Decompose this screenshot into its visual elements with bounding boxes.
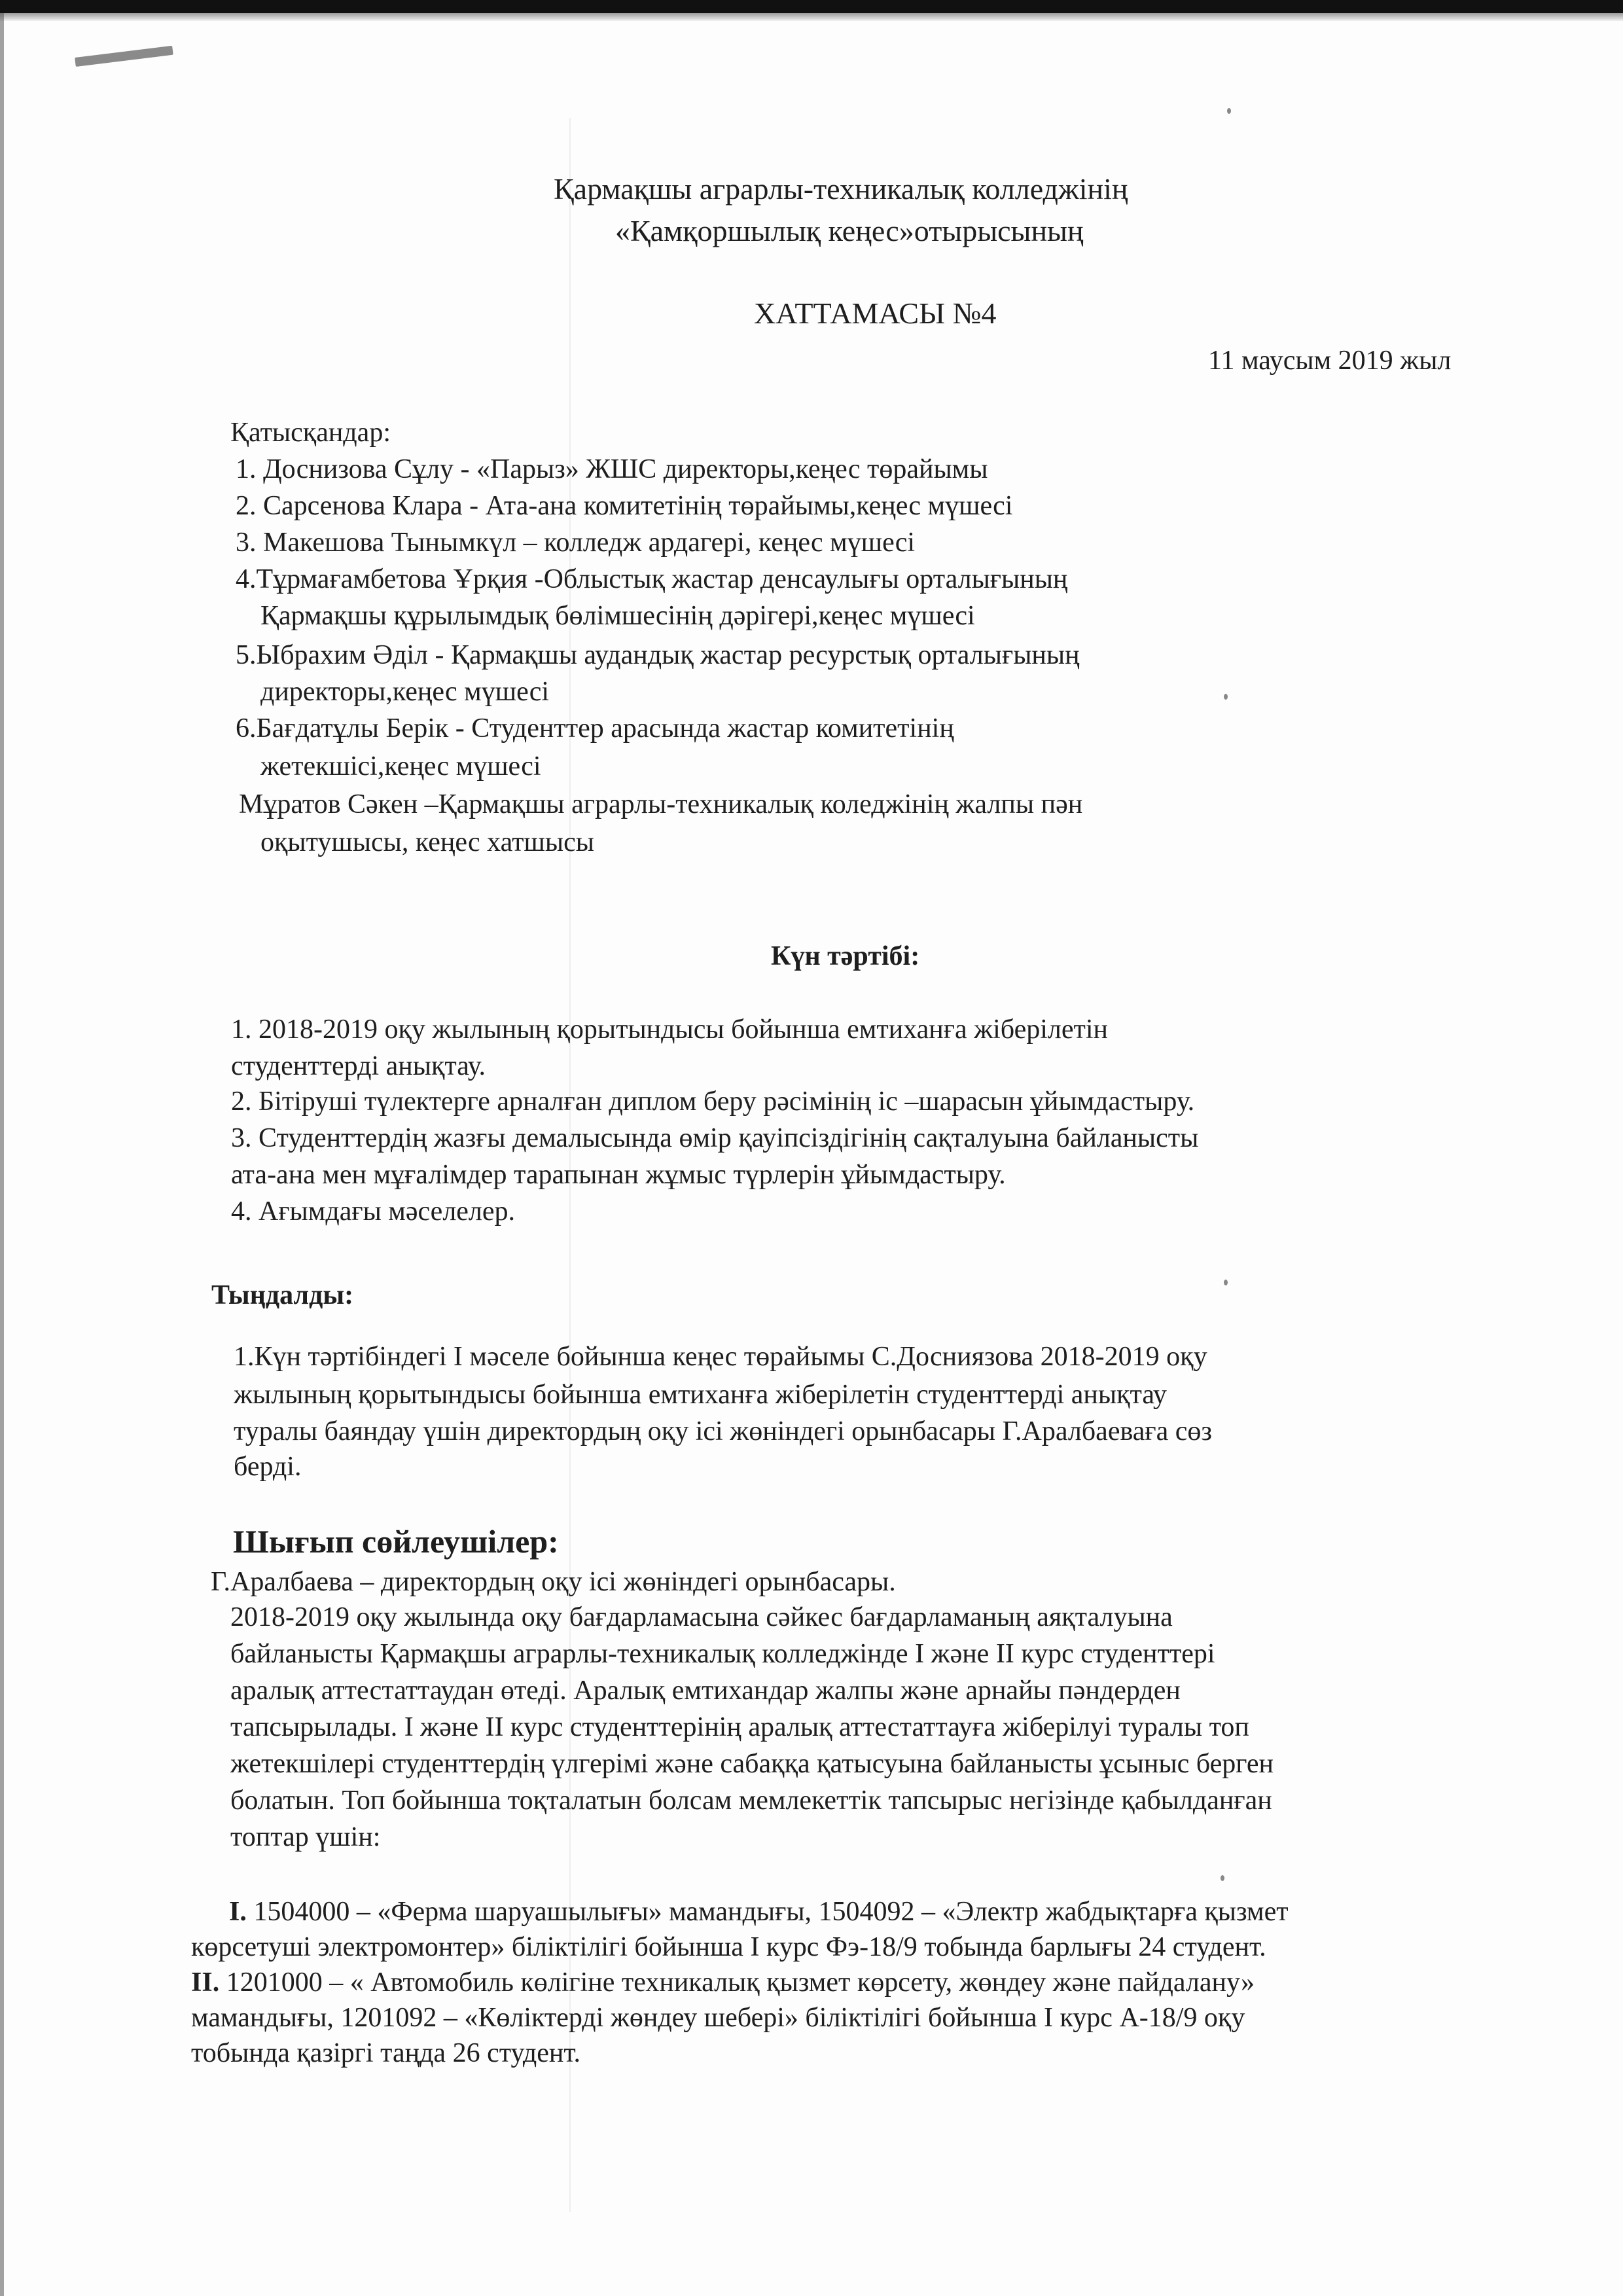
heard-line: туралы баяндау үшін директордың оқу ісі жөніндегі орынбасары Г.Аралбаеваға сөз xyxy=(234,1416,1212,1446)
speech-line: топтар үшін: xyxy=(230,1822,381,1852)
council-name: «Қамқоршылық кеңес»отырысының xyxy=(615,214,1084,247)
group-text: 1201000 – « Автомобиль көлігіне техникалық қызмет көрсету, жөндеу және пайдалану» xyxy=(226,1967,1255,1998)
scan-left-edge xyxy=(0,13,4,2296)
agenda-item: студенттерді анықтау. xyxy=(231,1051,486,1081)
agenda-item: 2. Бітіруші түлектерге арналған диплом беру рәсімінің іс –шарасын ұйымдастыру. xyxy=(231,1086,1195,1117)
participant-line: 4.Тұрмағамбетова Ұрқия -Облыстық жастар денсаулығы орталығының xyxy=(236,564,1068,594)
agenda-item: 3. Студенттердің жазғы демалысында өмір қауіпсіздігінің сақталуына байланысты xyxy=(231,1123,1199,1153)
participant-line: директоры,кеңес мүшесі xyxy=(260,677,550,707)
pencil-mark xyxy=(75,46,173,67)
agenda-item: 1. 2018-2019 оқу жылының қорытындысы бойынша емтиханға жіберілетін xyxy=(231,1014,1109,1045)
protocol-date: 11 маусым 2019 жыл xyxy=(1208,346,1452,376)
speakers-heading: Шығып сөйлеушілер: xyxy=(233,1523,559,1560)
scan-top-border xyxy=(0,0,1623,13)
agenda-item: ата-ана мен мұғалімдер тарапынан жұмыс түрлерін ұйымдастыру. xyxy=(231,1160,1006,1190)
protocol-title: ХАТТАМАСЫ №4 xyxy=(754,296,997,330)
speech-line: 2018-2019 оқу жылында оқу бағдарламасына сәйкес бағдарламаның аяқталуына xyxy=(230,1602,1173,1632)
participant-line: Қармақшы құрылымдық бөлімшесінің дәрігері,кеңес мүшесі xyxy=(260,601,975,631)
agenda-heading: Күн тәртібі: xyxy=(771,941,920,971)
heard-heading: Тыңдалды: xyxy=(211,1280,354,1310)
speech-line: аралық аттестаттаудан өтеді. Аралық емтихандар жалпы және арнайы пәндерден xyxy=(230,1676,1181,1706)
scan-speck xyxy=(1221,1875,1224,1881)
participant-line: жетекшісі,кеңес мүшесі xyxy=(260,751,541,781)
participants-heading: Қатысқандар: xyxy=(230,418,391,448)
agenda-item: 4. Ағымдағы мәселелер. xyxy=(231,1196,516,1227)
speech-line: тапсырылады. І және ІІ курс студенттерінің аралық аттестаттауға жіберілуі туралы топ xyxy=(230,1712,1249,1742)
scan-speck xyxy=(1224,694,1228,700)
group-line: көрсетуші электромонтер» біліктілігі бойынша І курс Фэ-18/9 тобында барлығы 24 студент. xyxy=(191,1932,1266,1962)
group-line: тобында қазіргі таңда 26 студент. xyxy=(191,2038,581,2068)
participant-line: 2. Сарсенова Клара - Ата-ана комитетінің төрайымы,кеңес мүшесі xyxy=(236,491,1013,521)
secretary-line: Мұратов Сәкен –Қармақшы аграрлы-техникалық коледжінің жалпы пән xyxy=(239,789,1083,819)
secretary-line: оқытушысы, кеңес хатшысы xyxy=(260,827,594,857)
heard-line: 1.Күн тәртібіндегі І мәселе бойынша кеңес төрайымы С.Досниязова 2018-2019 оқу xyxy=(234,1342,1207,1372)
heard-line: берді. xyxy=(234,1452,302,1482)
scan-shadow xyxy=(0,13,1623,21)
scan-speck xyxy=(1227,108,1231,114)
group-line: мамандығы, 1201092 – «Көліктерді жөндеу шебері» біліктілігі бойынша І курс А-18/9 оқу xyxy=(191,2003,1245,2033)
speech-line: байланысты Қармақшы аграрлы-техникалық колледжінде І және ІІ курс студенттері xyxy=(230,1639,1215,1669)
heard-line: жылының қорытындысы бойынша емтиханға жіберілетін студенттерді анықтау xyxy=(234,1380,1167,1410)
participant-line: 5.Ыбрахим Әділ - Қармақшы аудандық жастар ресурстық орталығының xyxy=(236,640,1080,670)
group-numeral: І. xyxy=(229,1897,247,1927)
college-name: Қармақшы аграрлы-техникалық колледжінің xyxy=(554,172,1128,206)
group-line xyxy=(229,1898,1289,1926)
participant-line: 3. Макешова Тынымкүл – колледж ардагері, кеңес мүшесі xyxy=(236,528,916,558)
group-line xyxy=(191,1969,1255,1996)
participant-line: 1. Доснизова Сұлу - «Парыз» ЖШС директоры,кеңес төрайымы xyxy=(236,454,988,484)
speech-line: жетекшілері студенттердің үлгерімі және сабаққа қатысуына байланысты ұсыныс берген xyxy=(230,1749,1274,1779)
speech-line: болатын. Топ бойынша тоқталатын болсам мемлекеттік тапсырыс негізінде қабылданған xyxy=(230,1785,1272,1816)
group-numeral: ІІ. xyxy=(191,1967,220,1998)
group-text: 1504000 – «Ферма шаруашылығы» мамандығы, 1504092 – «Электр жабдықтарға қызмет xyxy=(253,1897,1289,1927)
scan-speck xyxy=(1224,1280,1228,1285)
speaker-name: Г.Аралбаева – директордың оқу ісі жөніндегі орынбасары. xyxy=(211,1567,896,1597)
participant-line: 6.Бағдатұлы Берік - Студенттер арасында жастар комитетінің xyxy=(236,713,954,744)
